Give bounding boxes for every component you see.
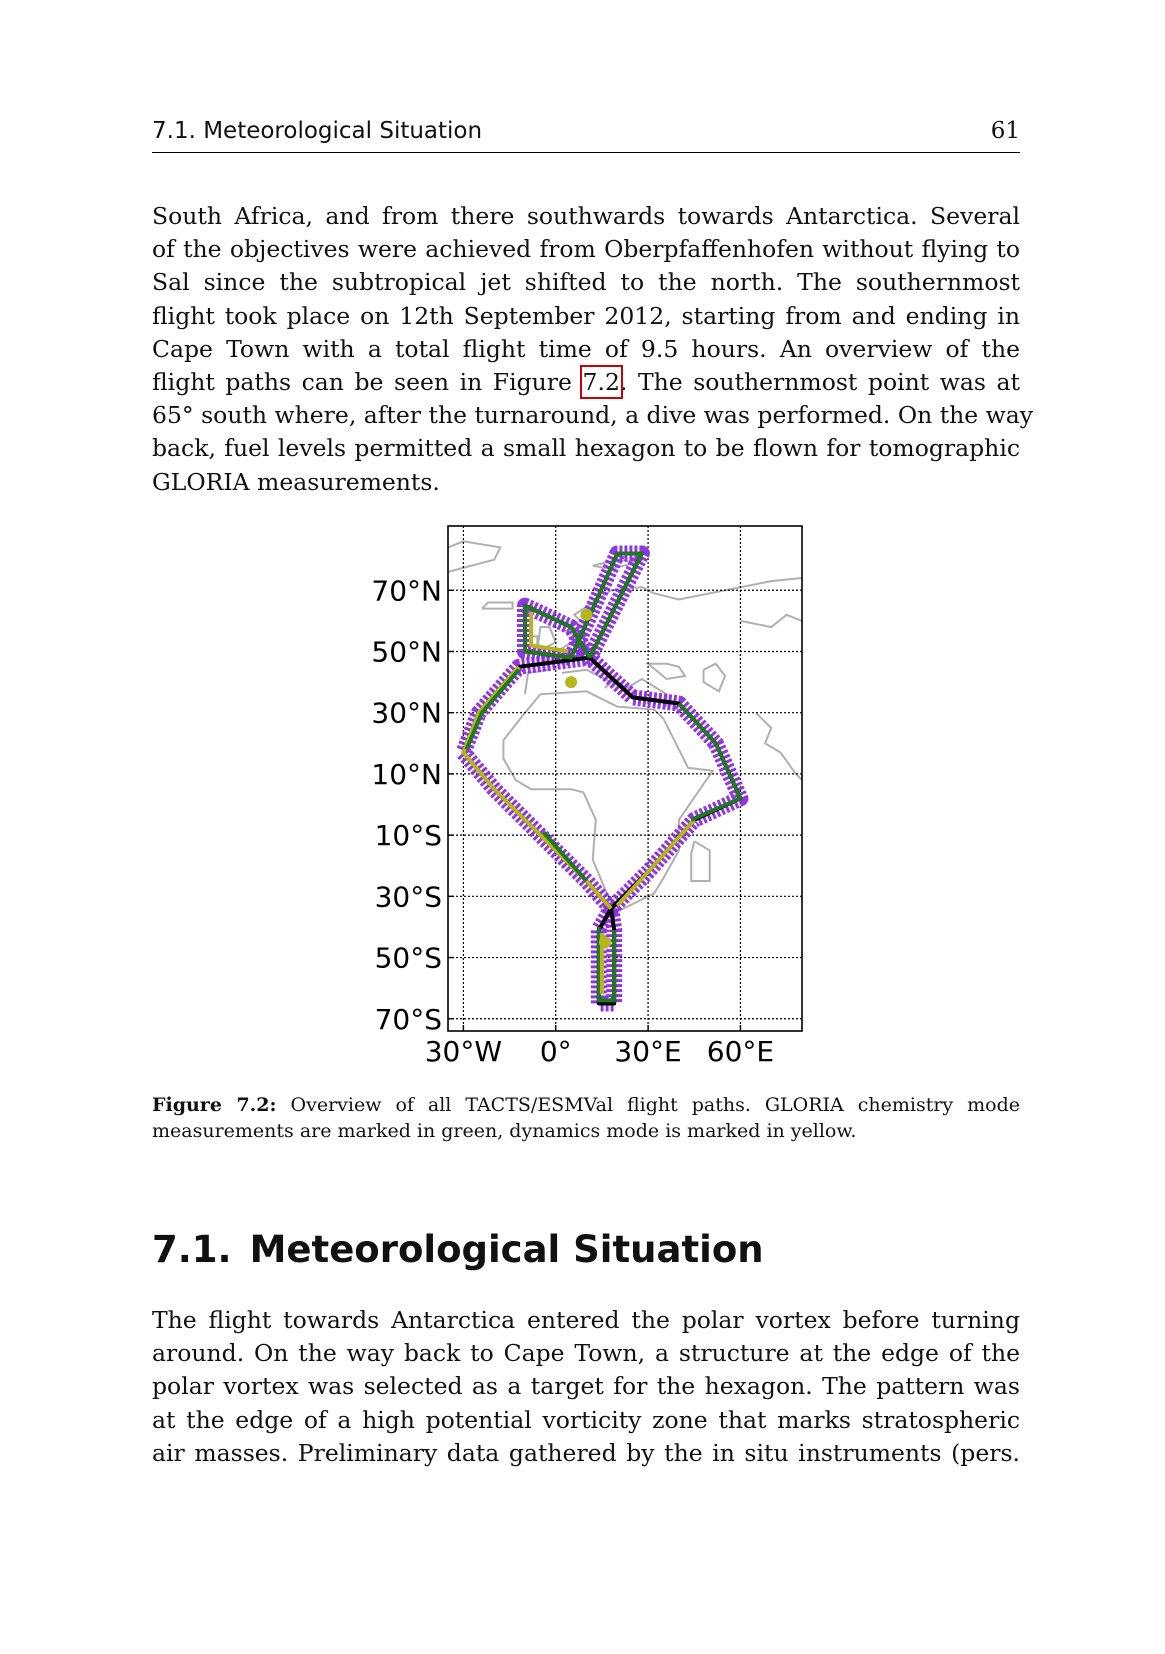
- tangent-point-band: [463, 658, 740, 909]
- figure-flight-paths: [330, 520, 810, 1080]
- text-line: polar vortex was selected as a target for the hexagon. The pattern was: [152, 1372, 1020, 1401]
- chemistry-mode-segment: [543, 832, 586, 881]
- text-line: air masses. Preliminary data gathered by the in situ instruments (pers.: [152, 1438, 1020, 1467]
- dynamics-marker: [581, 609, 593, 621]
- figure-caption: [152, 1092, 1020, 1144]
- text-line: back, fuel levels permitted a small hexagon to be flown for tomographic: [152, 434, 1020, 463]
- y-tick-label: 70°N: [371, 574, 442, 608]
- coastline-path: [448, 541, 500, 572]
- y-tick-label: 10°N: [371, 757, 442, 791]
- hexagon-marker: [599, 936, 611, 948]
- text-line-with-reference: [152, 366, 1020, 399]
- figure-reference-link[interactable]: 7.2: [582, 368, 620, 397]
- text-line: South Africa, and from there southwards towards Antarctica. Several: [152, 202, 1020, 230]
- text-line: at the edge of a high potential vorticity zone that marks stratospheric: [152, 1405, 1020, 1434]
- page-number: 61: [990, 118, 1020, 144]
- text-fragment: flight paths can be seen in Figure: [152, 368, 572, 397]
- section-paragraph: [152, 1304, 1020, 1470]
- text-line: 65° south where, after the turnaround, a dive was performed. On the way: [152, 401, 1034, 430]
- y-tick-label: 70°S: [374, 1002, 442, 1036]
- section-heading: [152, 1228, 764, 1271]
- text-line: Cape Town with a total flight time of 9.5 hours. An overview of the: [152, 334, 1020, 363]
- caption-text: Overview of all TACTS/ESMVal flight paths. GLORIA chemistry mode: [290, 1094, 1021, 1116]
- coastline-path: [691, 841, 710, 881]
- intro-paragraph: [152, 200, 1034, 499]
- y-tick-label: 30°S: [374, 880, 442, 914]
- x-tick-label: 0°: [539, 1035, 572, 1068]
- coastline-path: [648, 664, 685, 679]
- y-tick-label: 30°N: [371, 696, 442, 730]
- text-line: The flight towards Antarctica entered the polar vortex before turning: [152, 1306, 1020, 1334]
- coastline-path: [756, 713, 802, 780]
- dynamics-mode-segment: [617, 820, 694, 906]
- text-line: of the objectives were achieved from Oberpfaffenhofen without flying to: [152, 235, 1020, 264]
- section-title: Meteorological Situation: [249, 1228, 764, 1271]
- x-tick-label: 60°E: [706, 1035, 775, 1068]
- text-line: around. On the way back to Cape Town, a structure at the edge of the: [152, 1339, 1020, 1368]
- coastlines: [448, 541, 802, 911]
- coastline-path: [704, 664, 726, 692]
- coastline-path: [740, 615, 802, 627]
- text-line: flight took place on 12th September 2012, starting from and ending in: [152, 301, 1020, 330]
- y-tick-label: 50°S: [374, 941, 442, 975]
- text-fragment: . The southernmost point was at: [619, 368, 1020, 397]
- header-section-title: 7.1. Meteorological Situation: [152, 118, 483, 144]
- flight-track-line: [463, 658, 740, 909]
- y-axis-ticks: [371, 574, 454, 1035]
- y-tick-label: 10°S: [374, 819, 442, 853]
- flight-path-map: [330, 520, 810, 1080]
- figure-label: Figure 7.2:: [152, 1094, 277, 1116]
- caption-line: [152, 1092, 1020, 1118]
- caption-line: measurements are marked in green, dynamics mode is marked in yellow.: [152, 1120, 857, 1142]
- x-tick-label: 30°E: [614, 1035, 682, 1068]
- tangent-point-band: [525, 554, 642, 658]
- text-line: GLORIA measurements.: [152, 467, 440, 496]
- coastline-path: [482, 603, 513, 609]
- chemistry-mode-segment: [679, 704, 741, 820]
- dynamics-marker: [565, 676, 577, 688]
- running-header: [152, 116, 1020, 153]
- y-tick-label: 50°N: [371, 635, 442, 669]
- x-tick-label: 30°W: [424, 1035, 503, 1068]
- section-number: 7.1.: [152, 1228, 232, 1271]
- text-line: Sal since the subtropical jet shifted to the north. The southernmost: [152, 268, 1020, 297]
- coastline-path: [503, 691, 712, 911]
